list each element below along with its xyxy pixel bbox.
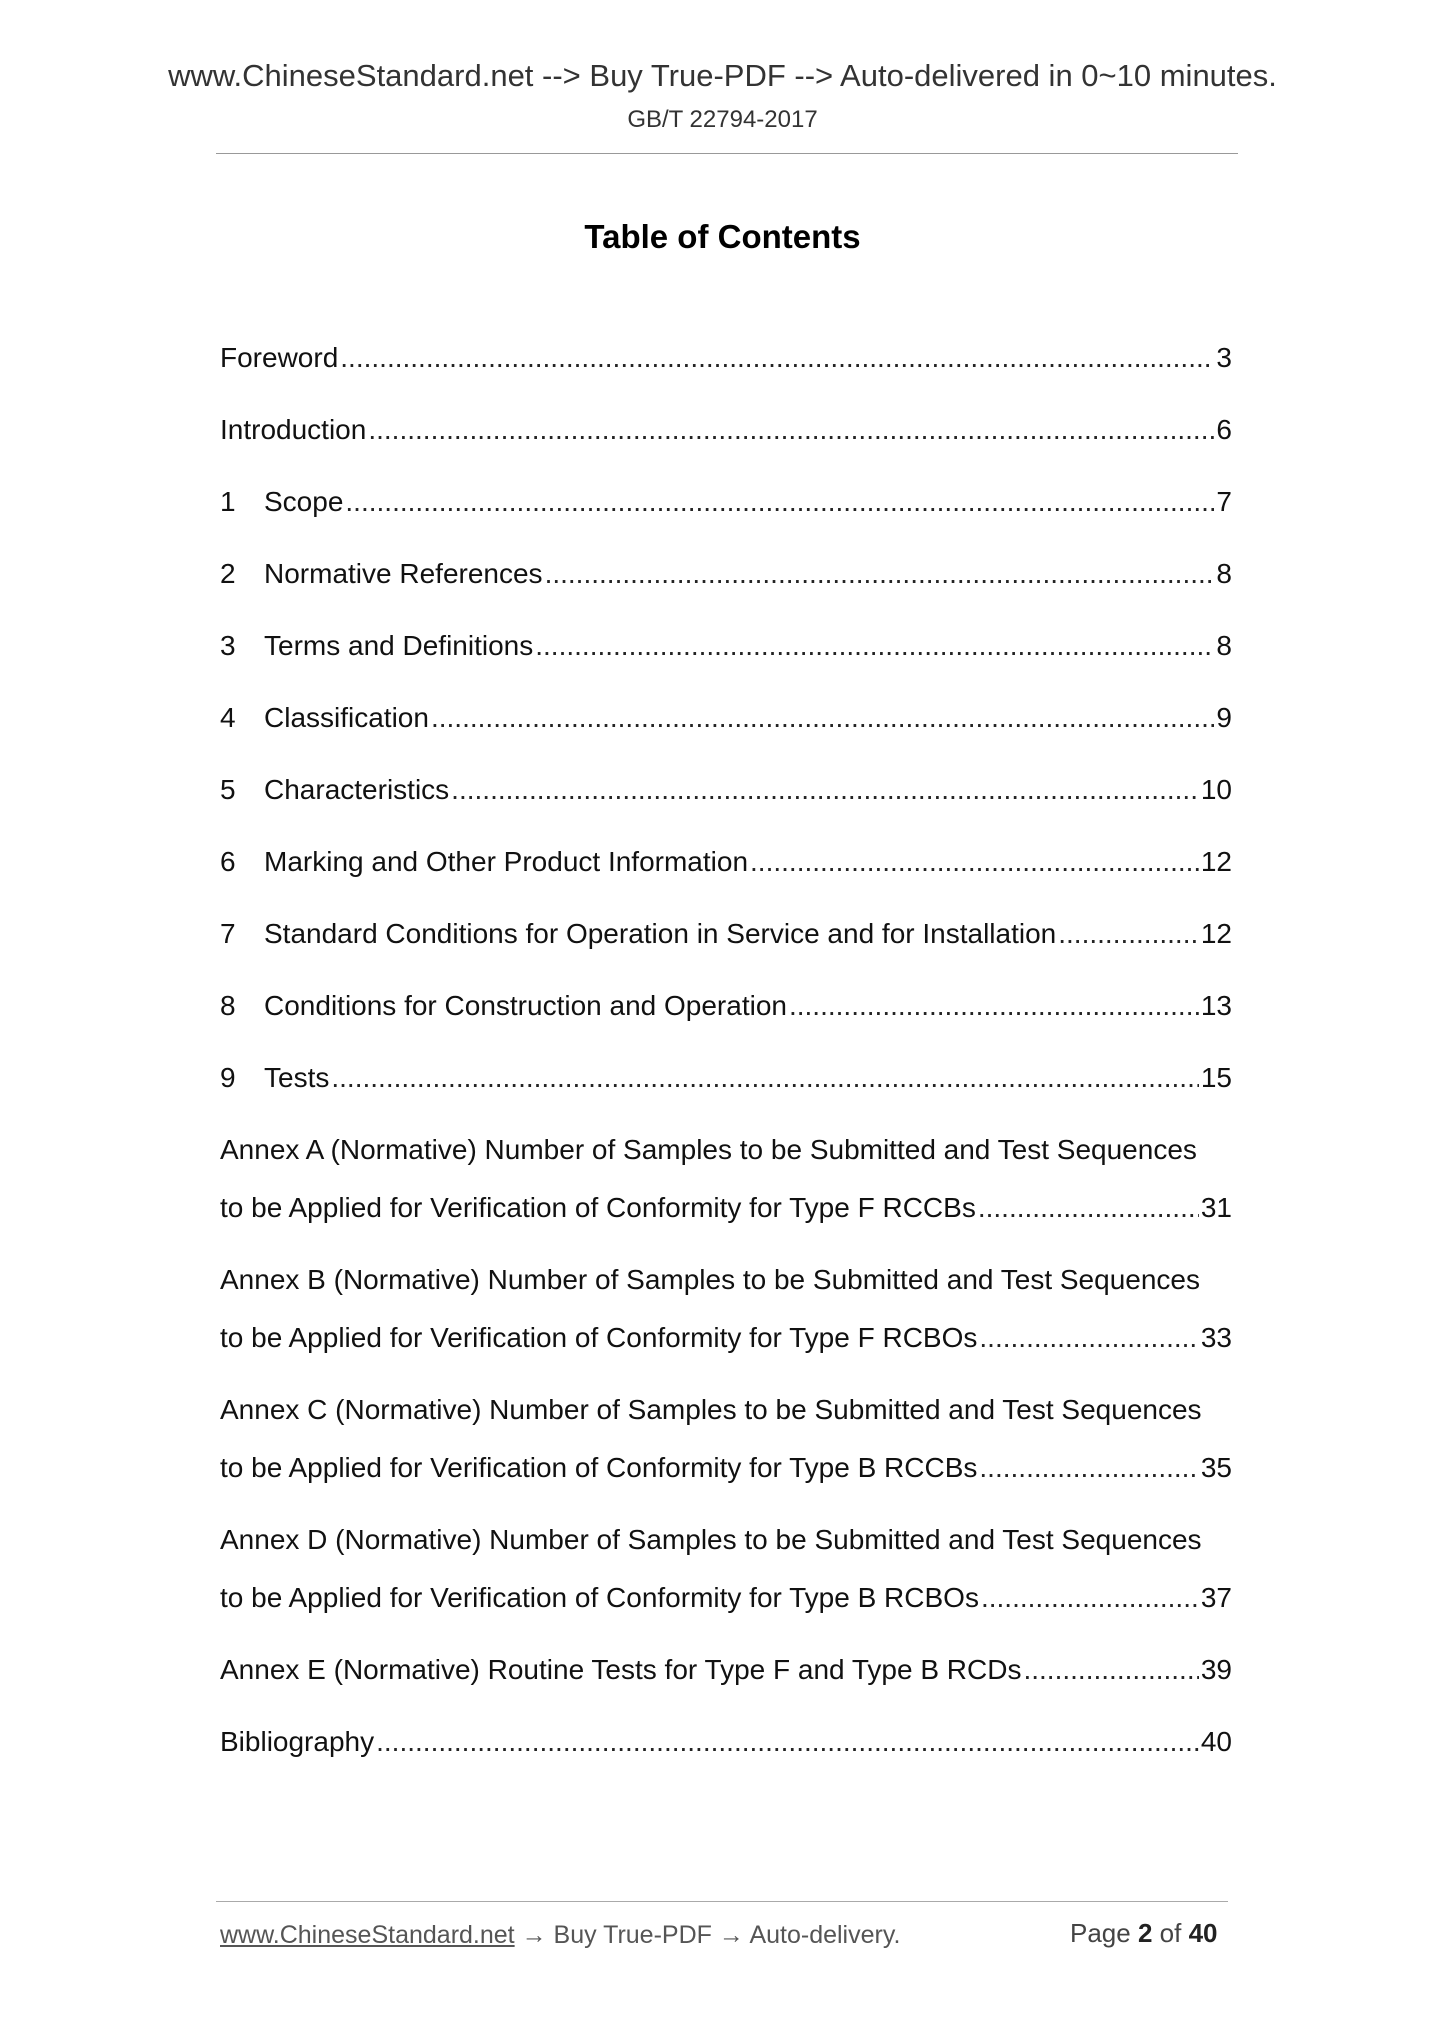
toc-annex-a-line2[interactable] (220, 1187, 1232, 1229)
toc-leader-dots (535, 625, 1214, 667)
toc-annex-d-line1[interactable]: Annex D (Normative) Number of Samples to be Submitted and Test Sequences (220, 1524, 1202, 1555)
toc-entry-foreword[interactable] (220, 337, 1232, 379)
header-divider (216, 153, 1238, 154)
toc-annex-b-line1[interactable]: Annex B (Normative) Number of Samples to be Submitted and Test Sequences (220, 1264, 1200, 1295)
toc-entry-label: to be Applied for Verification of Conformity for Type B RCCBs (220, 1452, 978, 1483)
toc-entry-page: 10 (1200, 774, 1232, 805)
toc-annex-a-line1[interactable]: Annex A (Normative) Number of Samples to be Submitted and Test Sequences (220, 1134, 1197, 1165)
toc-entry-label: Foreword (220, 342, 339, 373)
toc-entry-number: 3 (220, 630, 236, 661)
toc-entry-label: Standard Conditions for Operation in Service and for Installation (264, 918, 1057, 949)
toc-leader-dots (1058, 913, 1199, 955)
page-current: 2 (1137, 1918, 1153, 1948)
toc-entry-label: Bibliography (220, 1726, 375, 1757)
page-indicator (1070, 1918, 1218, 1949)
page-label: Page (1070, 1918, 1131, 1948)
toc-leader-dots (431, 697, 1214, 739)
toc-entry-page: 9 (1216, 702, 1232, 733)
toc-entry-label: Normative References (264, 558, 543, 589)
toc-entry-normative-references[interactable] (220, 553, 1232, 595)
toc-leader-dots (340, 337, 1214, 379)
toc-leader-dots (545, 553, 1215, 595)
toc-entry-page: 39 (1200, 1654, 1232, 1685)
toc-entry-number: 8 (220, 990, 236, 1021)
toc-entry-tests[interactable] (220, 1057, 1232, 1099)
toc-entry-label: Characteristics (264, 774, 450, 805)
toc-entry-page: 3 (1216, 342, 1232, 373)
arrow-right-icon: → (521, 1921, 547, 1949)
page-of: of (1159, 1918, 1182, 1948)
footer-site-link[interactable]: www.ChineseStandard.net (220, 1921, 515, 1949)
toc-entry-label: Annex E (Normative) Routine Tests for Type F and Type B RCDs (220, 1654, 1022, 1685)
toc-entry-page: 37 (1200, 1582, 1232, 1613)
toc-entry-page: 6 (1216, 414, 1232, 445)
toc-entry-label: Classification (264, 702, 429, 733)
toc-entry-label: to be Applied for Verification of Conformity for Type F RCBOs (220, 1322, 978, 1353)
toc-leader-dots (368, 409, 1214, 451)
toc-leader-dots (978, 1187, 1199, 1229)
toc-entry-classification[interactable] (220, 697, 1232, 739)
toc-entry-standard-conditions[interactable] (220, 913, 1232, 955)
toc-entry-page: 31 (1200, 1192, 1232, 1223)
toc-entry-label: to be Applied for Verification of Conformity for Type B RCBOs (220, 1582, 979, 1613)
toc-entry-page: 12 (1200, 918, 1232, 949)
toc-entry-page: 13 (1200, 990, 1232, 1021)
footer-promo (220, 1921, 900, 1950)
toc-leader-dots (345, 481, 1214, 523)
toc-entry-page: 12 (1200, 846, 1232, 877)
toc-entry-page: 15 (1200, 1062, 1232, 1093)
toc-entry-label: Marking and Other Product Information (264, 846, 749, 877)
toc-leader-dots (789, 985, 1199, 1027)
toc-entry-label: to be Applied for Verification of Conformity for Type F RCCBs (220, 1192, 976, 1223)
toc-entry-number: 9 (220, 1062, 236, 1093)
toc-entry-page: 7 (1216, 486, 1232, 517)
toc-entry-construction-operation[interactable] (220, 985, 1232, 1027)
toc-leader-dots (979, 1447, 1198, 1489)
toc-entry-number: 7 (220, 918, 236, 949)
page-total: 40 (1188, 1918, 1218, 1948)
toc-entry-label: Conditions for Construction and Operation (264, 990, 787, 1021)
toc-entry-characteristics[interactable] (220, 769, 1232, 811)
toc-entry-number: 2 (220, 558, 236, 589)
page-title: Table of Contents (584, 218, 861, 255)
toc-leader-dots (451, 769, 1199, 811)
toc-entry-introduction[interactable] (220, 409, 1232, 451)
standard-number: GB/T 22794-2017 (627, 106, 818, 133)
toc-entry-scope[interactable] (220, 481, 1232, 523)
toc-entry-label: Terms and Definitions (264, 630, 534, 661)
toc-entry-page: 35 (1200, 1452, 1232, 1483)
toc-entry-number: 1 (220, 486, 236, 517)
toc-entry-number: 4 (220, 702, 236, 733)
toc-leader-dots (1023, 1649, 1198, 1691)
toc-leader-dots (376, 1721, 1199, 1763)
toc-leader-dots (979, 1317, 1198, 1359)
toc-annex-c-line2[interactable] (220, 1447, 1232, 1489)
toc-entry-label: Tests (264, 1062, 330, 1093)
toc-leader-dots (331, 1057, 1198, 1099)
toc-annex-c-line1[interactable]: Annex C (Normative) Number of Samples to be Submitted and Test Sequences (220, 1394, 1202, 1425)
toc-annex-d-line2[interactable] (220, 1577, 1232, 1619)
toc-leader-dots (981, 1577, 1199, 1619)
toc-entry-number: 6 (220, 846, 236, 877)
footer-divider (216, 1901, 1228, 1902)
toc-entry-page: 8 (1216, 630, 1232, 661)
toc-annex-e[interactable] (220, 1649, 1232, 1691)
toc-entry-page: 8 (1216, 558, 1232, 589)
toc-entry-bibliography[interactable] (220, 1721, 1232, 1763)
toc-annex-b-line2[interactable] (220, 1317, 1232, 1359)
toc-entry-page: 40 (1200, 1726, 1232, 1757)
toc-entry-page: 33 (1200, 1322, 1232, 1353)
header-banner: www.ChineseStandard.net --> Buy True-PDF --> Auto-delivered in 0~10 minutes. (168, 58, 1277, 93)
toc-entry-label: Scope (264, 486, 344, 517)
footer-buy-text: Buy True-PDF (553, 1921, 712, 1949)
arrow-right-icon: → (718, 1921, 744, 1949)
toc-entry-number: 5 (220, 774, 236, 805)
toc-entry-terms-definitions[interactable] (220, 625, 1232, 667)
footer-delivery-text: Auto-delivery. (749, 1921, 901, 1949)
toc-entry-label: Introduction (220, 414, 367, 445)
toc-leader-dots (750, 841, 1199, 883)
toc-entry-marking[interactable] (220, 841, 1232, 883)
